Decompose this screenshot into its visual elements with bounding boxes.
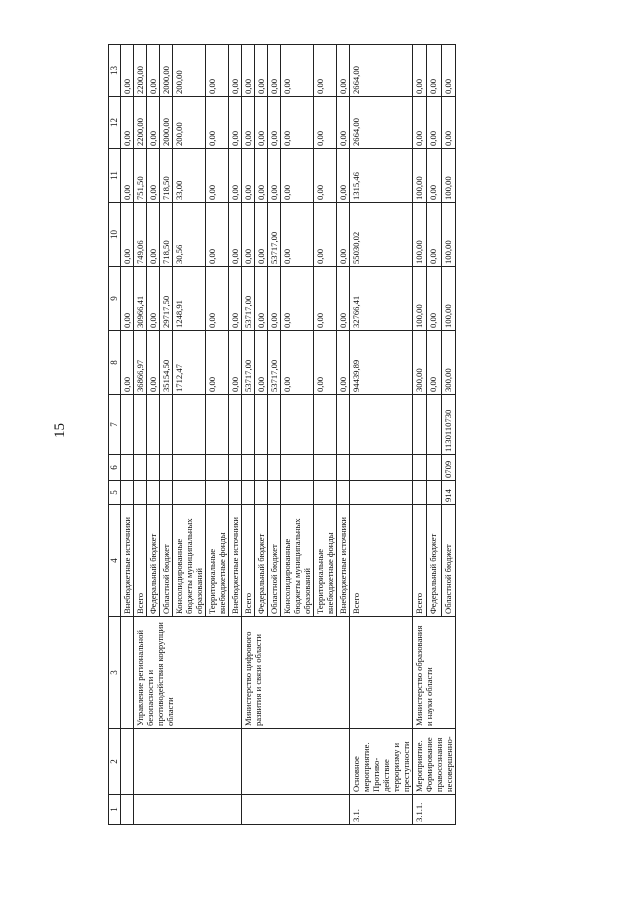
- cell-c7: [427, 395, 441, 455]
- cell-c6: [242, 455, 255, 481]
- cell-c6: [268, 455, 281, 481]
- value-cell: 0,00: [337, 45, 350, 97]
- value-cell: 0,00: [441, 45, 455, 97]
- table-row: [413, 45, 427, 825]
- cell-c4: Внебюджетные источники: [337, 505, 350, 617]
- value-cell: 0,00: [441, 97, 455, 149]
- header-cell: 6: [109, 455, 121, 481]
- cell-c4: Всего: [134, 505, 147, 617]
- value-cell: 0,00: [147, 267, 160, 331]
- value-cell: 0,00: [206, 267, 229, 331]
- cell-c3: Управление региональной безопасности и противодействия коррупции области: [134, 617, 242, 729]
- cell-c2: Мероприятие. Формирование правосознания несовершенно-: [413, 729, 456, 795]
- value-cell: 32766,41: [350, 267, 413, 331]
- value-cell: 30966,41: [134, 267, 147, 331]
- value-cell: 0,00: [314, 331, 337, 395]
- value-cell: 0,00: [314, 45, 337, 97]
- header-cell: 4: [109, 505, 121, 617]
- value-cell: 0,00: [121, 267, 134, 331]
- cell-c2: [242, 729, 350, 795]
- value-cell: 0,00: [147, 97, 160, 149]
- cell-c7: [173, 395, 206, 455]
- cell-c6: [206, 455, 229, 481]
- value-cell: 100,00: [413, 203, 427, 267]
- cell-c4: Областной бюджет: [268, 505, 281, 617]
- cell-c5: 914: [441, 481, 455, 505]
- cell-c7: [147, 395, 160, 455]
- cell-c6: 0709: [441, 455, 455, 481]
- value-cell: 0,00: [337, 267, 350, 331]
- cell-c7: [350, 395, 413, 455]
- value-cell: 30,56: [173, 203, 206, 267]
- cell-c1: [121, 795, 134, 825]
- cell-c7: [413, 395, 427, 455]
- cell-c7: [242, 395, 255, 455]
- cell-c3: [350, 617, 413, 729]
- value-cell: 0,00: [229, 149, 242, 203]
- value-cell: 100,00: [413, 149, 427, 203]
- cell-c7: [206, 395, 229, 455]
- value-cell: 0,00: [242, 203, 255, 267]
- value-cell: 300,00: [441, 331, 455, 395]
- cell-c4: Консолидированные бюджеты муниципальных образований: [173, 505, 206, 617]
- header-cell: 12: [109, 97, 121, 149]
- value-cell: 53717,00: [242, 331, 255, 395]
- value-cell: 0,00: [255, 149, 268, 203]
- table-body: [109, 45, 456, 825]
- cell-c5: [350, 481, 413, 505]
- table-row: [350, 45, 413, 825]
- cell-c6: [160, 455, 173, 481]
- value-cell: 0,00: [147, 203, 160, 267]
- cell-c2: [121, 729, 134, 795]
- value-cell: 0,00: [413, 45, 427, 97]
- header-cell: 3: [109, 617, 121, 729]
- header-cell: 13: [109, 45, 121, 97]
- cell-c5: [413, 481, 427, 505]
- value-cell: 0,00: [427, 149, 441, 203]
- header-cell: 1: [109, 795, 121, 825]
- value-cell: 0,00: [206, 331, 229, 395]
- cell-c5: [206, 481, 229, 505]
- cell-c6: [413, 455, 427, 481]
- cell-c6: [337, 455, 350, 481]
- cell-c6: [173, 455, 206, 481]
- value-cell: 0,00: [147, 149, 160, 203]
- value-cell: 100,00: [413, 267, 427, 331]
- header-cell: 10: [109, 203, 121, 267]
- value-cell: 53717,00: [268, 331, 281, 395]
- value-cell: 2664,00: [350, 97, 413, 149]
- cell-c4: Территориальные внебюджетные фонды: [314, 505, 337, 617]
- value-cell: 1712,47: [173, 331, 206, 395]
- cell-c5: [160, 481, 173, 505]
- value-cell: 0,00: [427, 97, 441, 149]
- header-cell: 2: [109, 729, 121, 795]
- value-cell: 0,00: [229, 267, 242, 331]
- value-cell: 200,00: [173, 97, 206, 149]
- value-cell: 0,00: [337, 331, 350, 395]
- value-cell: 0,00: [147, 45, 160, 97]
- value-cell: 0,00: [206, 45, 229, 97]
- header-cell: 8: [109, 331, 121, 395]
- value-cell: 0,00: [229, 45, 242, 97]
- value-cell: 0,00: [255, 331, 268, 395]
- cell-c6: [314, 455, 337, 481]
- value-cell: 33,00: [173, 149, 206, 203]
- cell-c4: Всего: [242, 505, 255, 617]
- value-cell: 100,00: [441, 267, 455, 331]
- cell-c5: [173, 481, 206, 505]
- value-cell: 100,00: [441, 149, 455, 203]
- value-cell: 0,00: [242, 45, 255, 97]
- cell-c1: [242, 795, 350, 825]
- value-cell: 0,00: [229, 331, 242, 395]
- cell-c6: [281, 455, 314, 481]
- value-cell: 0,00: [314, 149, 337, 203]
- cell-c5: [134, 481, 147, 505]
- value-cell: 1248,91: [173, 267, 206, 331]
- value-cell: 0,00: [255, 45, 268, 97]
- value-cell: 0,00: [281, 203, 314, 267]
- cell-c5: [314, 481, 337, 505]
- cell-c6: [229, 455, 242, 481]
- cell-c4: Областной бюджет: [441, 505, 455, 617]
- value-cell: 0,00: [255, 203, 268, 267]
- cell-c3: Министерство образования и науки области: [413, 617, 456, 729]
- cell-c7: [134, 395, 147, 455]
- value-cell: 0,00: [206, 203, 229, 267]
- value-cell: 0,00: [255, 267, 268, 331]
- cell-c7: [314, 395, 337, 455]
- cell-c4: Федеральный бюджет: [427, 505, 441, 617]
- budget-table-rotated: [108, 45, 628, 825]
- cell-c7: [229, 395, 242, 455]
- cell-c1: [134, 795, 242, 825]
- value-cell: 0,00: [427, 203, 441, 267]
- value-cell: 200,00: [173, 45, 206, 97]
- cell-c4: Федеральный бюджет: [255, 505, 268, 617]
- header-cell: 7: [109, 395, 121, 455]
- value-cell: 0,00: [268, 97, 281, 149]
- value-cell: 0,00: [281, 97, 314, 149]
- value-cell: 0,00: [314, 267, 337, 331]
- value-cell: 94439,89: [350, 331, 413, 395]
- value-cell: 0,00: [337, 149, 350, 203]
- cell-c5: [229, 481, 242, 505]
- page-number: 15: [52, 423, 68, 438]
- cell-c7: [121, 395, 134, 455]
- cell-c1: 3.1.: [350, 795, 413, 825]
- header-cell: 11: [109, 149, 121, 203]
- value-cell: 0,00: [121, 97, 134, 149]
- value-cell: 0,00: [268, 267, 281, 331]
- value-cell: 0,00: [268, 149, 281, 203]
- table-row: [121, 45, 134, 825]
- value-cell: 35154,50: [160, 331, 173, 395]
- cell-c7: [281, 395, 314, 455]
- header-cell: 5: [109, 481, 121, 505]
- value-cell: 53717,00: [242, 267, 255, 331]
- cell-c3: [121, 617, 134, 729]
- value-cell: 0,00: [206, 97, 229, 149]
- value-cell: 751,50: [134, 149, 147, 203]
- value-cell: 0,00: [121, 331, 134, 395]
- cell-c4: Внебюджетные источники: [229, 505, 242, 617]
- cell-c3: Министерство цифрового развития и связи области: [242, 617, 350, 729]
- cell-c2: [134, 729, 242, 795]
- value-cell: 0,00: [147, 331, 160, 395]
- header-row: [109, 45, 121, 825]
- value-cell: 55030,02: [350, 203, 413, 267]
- table-row: [134, 45, 147, 825]
- value-cell: 749,06: [134, 203, 147, 267]
- value-cell: 0,00: [314, 97, 337, 149]
- cell-c4: Внебюджетные источники: [121, 505, 134, 617]
- value-cell: 2664,00: [350, 45, 413, 97]
- value-cell: 0,00: [427, 331, 441, 395]
- value-cell: 0,00: [229, 203, 242, 267]
- value-cell: 0,00: [281, 45, 314, 97]
- value-cell: 53717,00: [268, 203, 281, 267]
- value-cell: 0,00: [427, 267, 441, 331]
- cell-c5: [427, 481, 441, 505]
- value-cell: 100,00: [441, 203, 455, 267]
- cell-c7: [337, 395, 350, 455]
- value-cell: 0,00: [242, 97, 255, 149]
- value-cell: 2200,00: [134, 97, 147, 149]
- value-cell: 2000,00: [160, 45, 173, 97]
- cell-c7: [268, 395, 281, 455]
- value-cell: 0,00: [242, 149, 255, 203]
- cell-c4: Консолидированные бюджеты муниципальных образований: [281, 505, 314, 617]
- value-cell: 0,00: [121, 45, 134, 97]
- value-cell: 1315,46: [350, 149, 413, 203]
- cell-c4: Всего: [350, 505, 413, 617]
- cell-c6: [121, 455, 134, 481]
- cell-c1: 3.1.1.: [413, 795, 456, 825]
- cell-c4: Всего: [413, 505, 427, 617]
- cell-c6: [134, 455, 147, 481]
- value-cell: 2000,00: [160, 97, 173, 149]
- value-cell: 0,00: [337, 203, 350, 267]
- cell-c5: [281, 481, 314, 505]
- value-cell: 0,00: [427, 45, 441, 97]
- value-cell: 0,00: [229, 97, 242, 149]
- cell-c5: [147, 481, 160, 505]
- cell-c4: Областной бюджет: [160, 505, 173, 617]
- value-cell: 0,00: [206, 149, 229, 203]
- value-cell: 718,50: [160, 149, 173, 203]
- value-cell: 29717,50: [160, 267, 173, 331]
- cell-c5: [337, 481, 350, 505]
- budget-table: [108, 44, 456, 825]
- cell-c7: [255, 395, 268, 455]
- cell-c6: [427, 455, 441, 481]
- cell-c4: Территориальные внебюджетные фонды: [206, 505, 229, 617]
- cell-c5: [255, 481, 268, 505]
- value-cell: 0,00: [413, 97, 427, 149]
- value-cell: 718,50: [160, 203, 173, 267]
- cell-c4: Федеральный бюджет: [147, 505, 160, 617]
- cell-c7: 1130110730: [441, 395, 455, 455]
- value-cell: 0,00: [281, 267, 314, 331]
- value-cell: 0,00: [121, 149, 134, 203]
- value-cell: 0,00: [121, 203, 134, 267]
- value-cell: 0,00: [314, 203, 337, 267]
- value-cell: 2200,00: [134, 45, 147, 97]
- value-cell: 0,00: [281, 331, 314, 395]
- value-cell: 36866,97: [134, 331, 147, 395]
- value-cell: 0,00: [337, 97, 350, 149]
- cell-c6: [350, 455, 413, 481]
- cell-c6: [147, 455, 160, 481]
- value-cell: 0,00: [255, 97, 268, 149]
- value-cell: 0,00: [281, 149, 314, 203]
- header-cell: 9: [109, 267, 121, 331]
- cell-c5: [121, 481, 134, 505]
- cell-c7: [160, 395, 173, 455]
- value-cell: 300,00: [413, 331, 427, 395]
- cell-c6: [255, 455, 268, 481]
- table-row: [242, 45, 255, 825]
- cell-c5: [268, 481, 281, 505]
- value-cell: 0,00: [268, 45, 281, 97]
- cell-c5: [242, 481, 255, 505]
- cell-c2: Основное мероприятие. Противо-действие терроризму и преступности: [350, 729, 413, 795]
